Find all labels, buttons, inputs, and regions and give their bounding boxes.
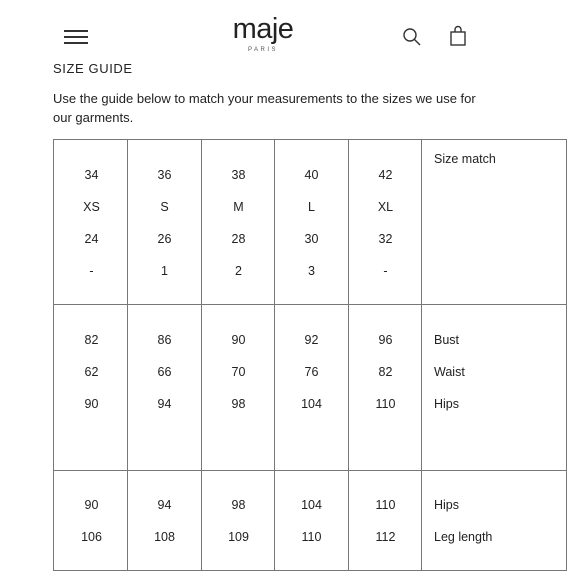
table-cell: 104 — [301, 498, 322, 512]
size-guide-table — [53, 139, 567, 571]
table-cell: 90 — [231, 333, 246, 347]
table-cell: 98 — [231, 397, 246, 411]
table-cell: - — [89, 264, 94, 278]
table-cell: 2 — [235, 264, 242, 278]
table-cell: 66 — [157, 365, 172, 379]
table-cell: 96 — [378, 333, 393, 347]
table-cell: 38 — [231, 168, 246, 182]
table-cell: 82 — [378, 365, 393, 379]
section-divider — [54, 304, 566, 305]
table-cell: 106 — [81, 530, 102, 544]
table-cell: 90 — [84, 498, 99, 512]
measurement-label: Waist — [434, 365, 465, 379]
measurement-label: Bust — [434, 333, 460, 347]
table-cell: 42 — [378, 168, 393, 182]
table-cell: 109 — [228, 530, 249, 544]
table-cell: S — [160, 200, 169, 214]
table-cell: 30 — [304, 232, 319, 246]
table-cell: 70 — [231, 365, 246, 379]
table-cell: 28 — [231, 232, 246, 246]
table-cell: 26 — [157, 232, 172, 246]
table-cell: 1 — [161, 264, 168, 278]
table-cell: 108 — [154, 530, 175, 544]
table-cell: M — [233, 200, 244, 214]
size-match-label: Size match — [434, 152, 496, 166]
intro-text: Use the guide below to match your measurements to the sizes we use for our garments. — [53, 91, 476, 125]
measurement-label: Hips — [434, 397, 460, 411]
table-cell: 76 — [304, 365, 319, 379]
menu-icon[interactable] — [64, 30, 88, 44]
search-icon[interactable] — [402, 27, 422, 47]
table-cell: 34 — [84, 168, 99, 182]
table-cell: 98 — [231, 498, 246, 512]
table-cell: XL — [377, 200, 394, 214]
table-cell: 90 — [84, 397, 99, 411]
table-cell: - — [383, 264, 388, 278]
table-cell: 110 — [301, 530, 322, 544]
measurement-label: Leg length — [434, 530, 493, 544]
table-cell: 94 — [157, 498, 172, 512]
logo-text: maje — [232, 13, 294, 45]
table-cell: 112 — [375, 530, 396, 544]
table-cell: 24 — [84, 232, 99, 246]
site-header — [0, 0, 580, 58]
table-cell: 82 — [84, 333, 99, 347]
table-cell: 94 — [157, 397, 172, 411]
brand-logo[interactable] — [200, 14, 326, 53]
table-cell: 92 — [304, 333, 319, 347]
table-cell: XS — [83, 200, 100, 214]
table-cell: 32 — [378, 232, 393, 246]
page-title: SIZE GUIDE — [53, 61, 133, 76]
table-cell: 3 — [308, 264, 315, 278]
table-cell: 40 — [304, 168, 319, 182]
logo-subtext: PARIS — [247, 47, 279, 53]
table-cell: 86 — [157, 333, 172, 347]
table-cell: 104 — [301, 397, 322, 411]
measurement-label: Hips — [434, 498, 460, 512]
bag-icon[interactable] — [449, 25, 467, 47]
table-cell: 36 — [157, 168, 172, 182]
table-cell: 62 — [84, 365, 99, 379]
table-cell: 110 — [375, 498, 396, 512]
section-divider — [54, 470, 566, 471]
table-cell: 110 — [375, 397, 396, 411]
table-cell: L — [308, 200, 315, 214]
